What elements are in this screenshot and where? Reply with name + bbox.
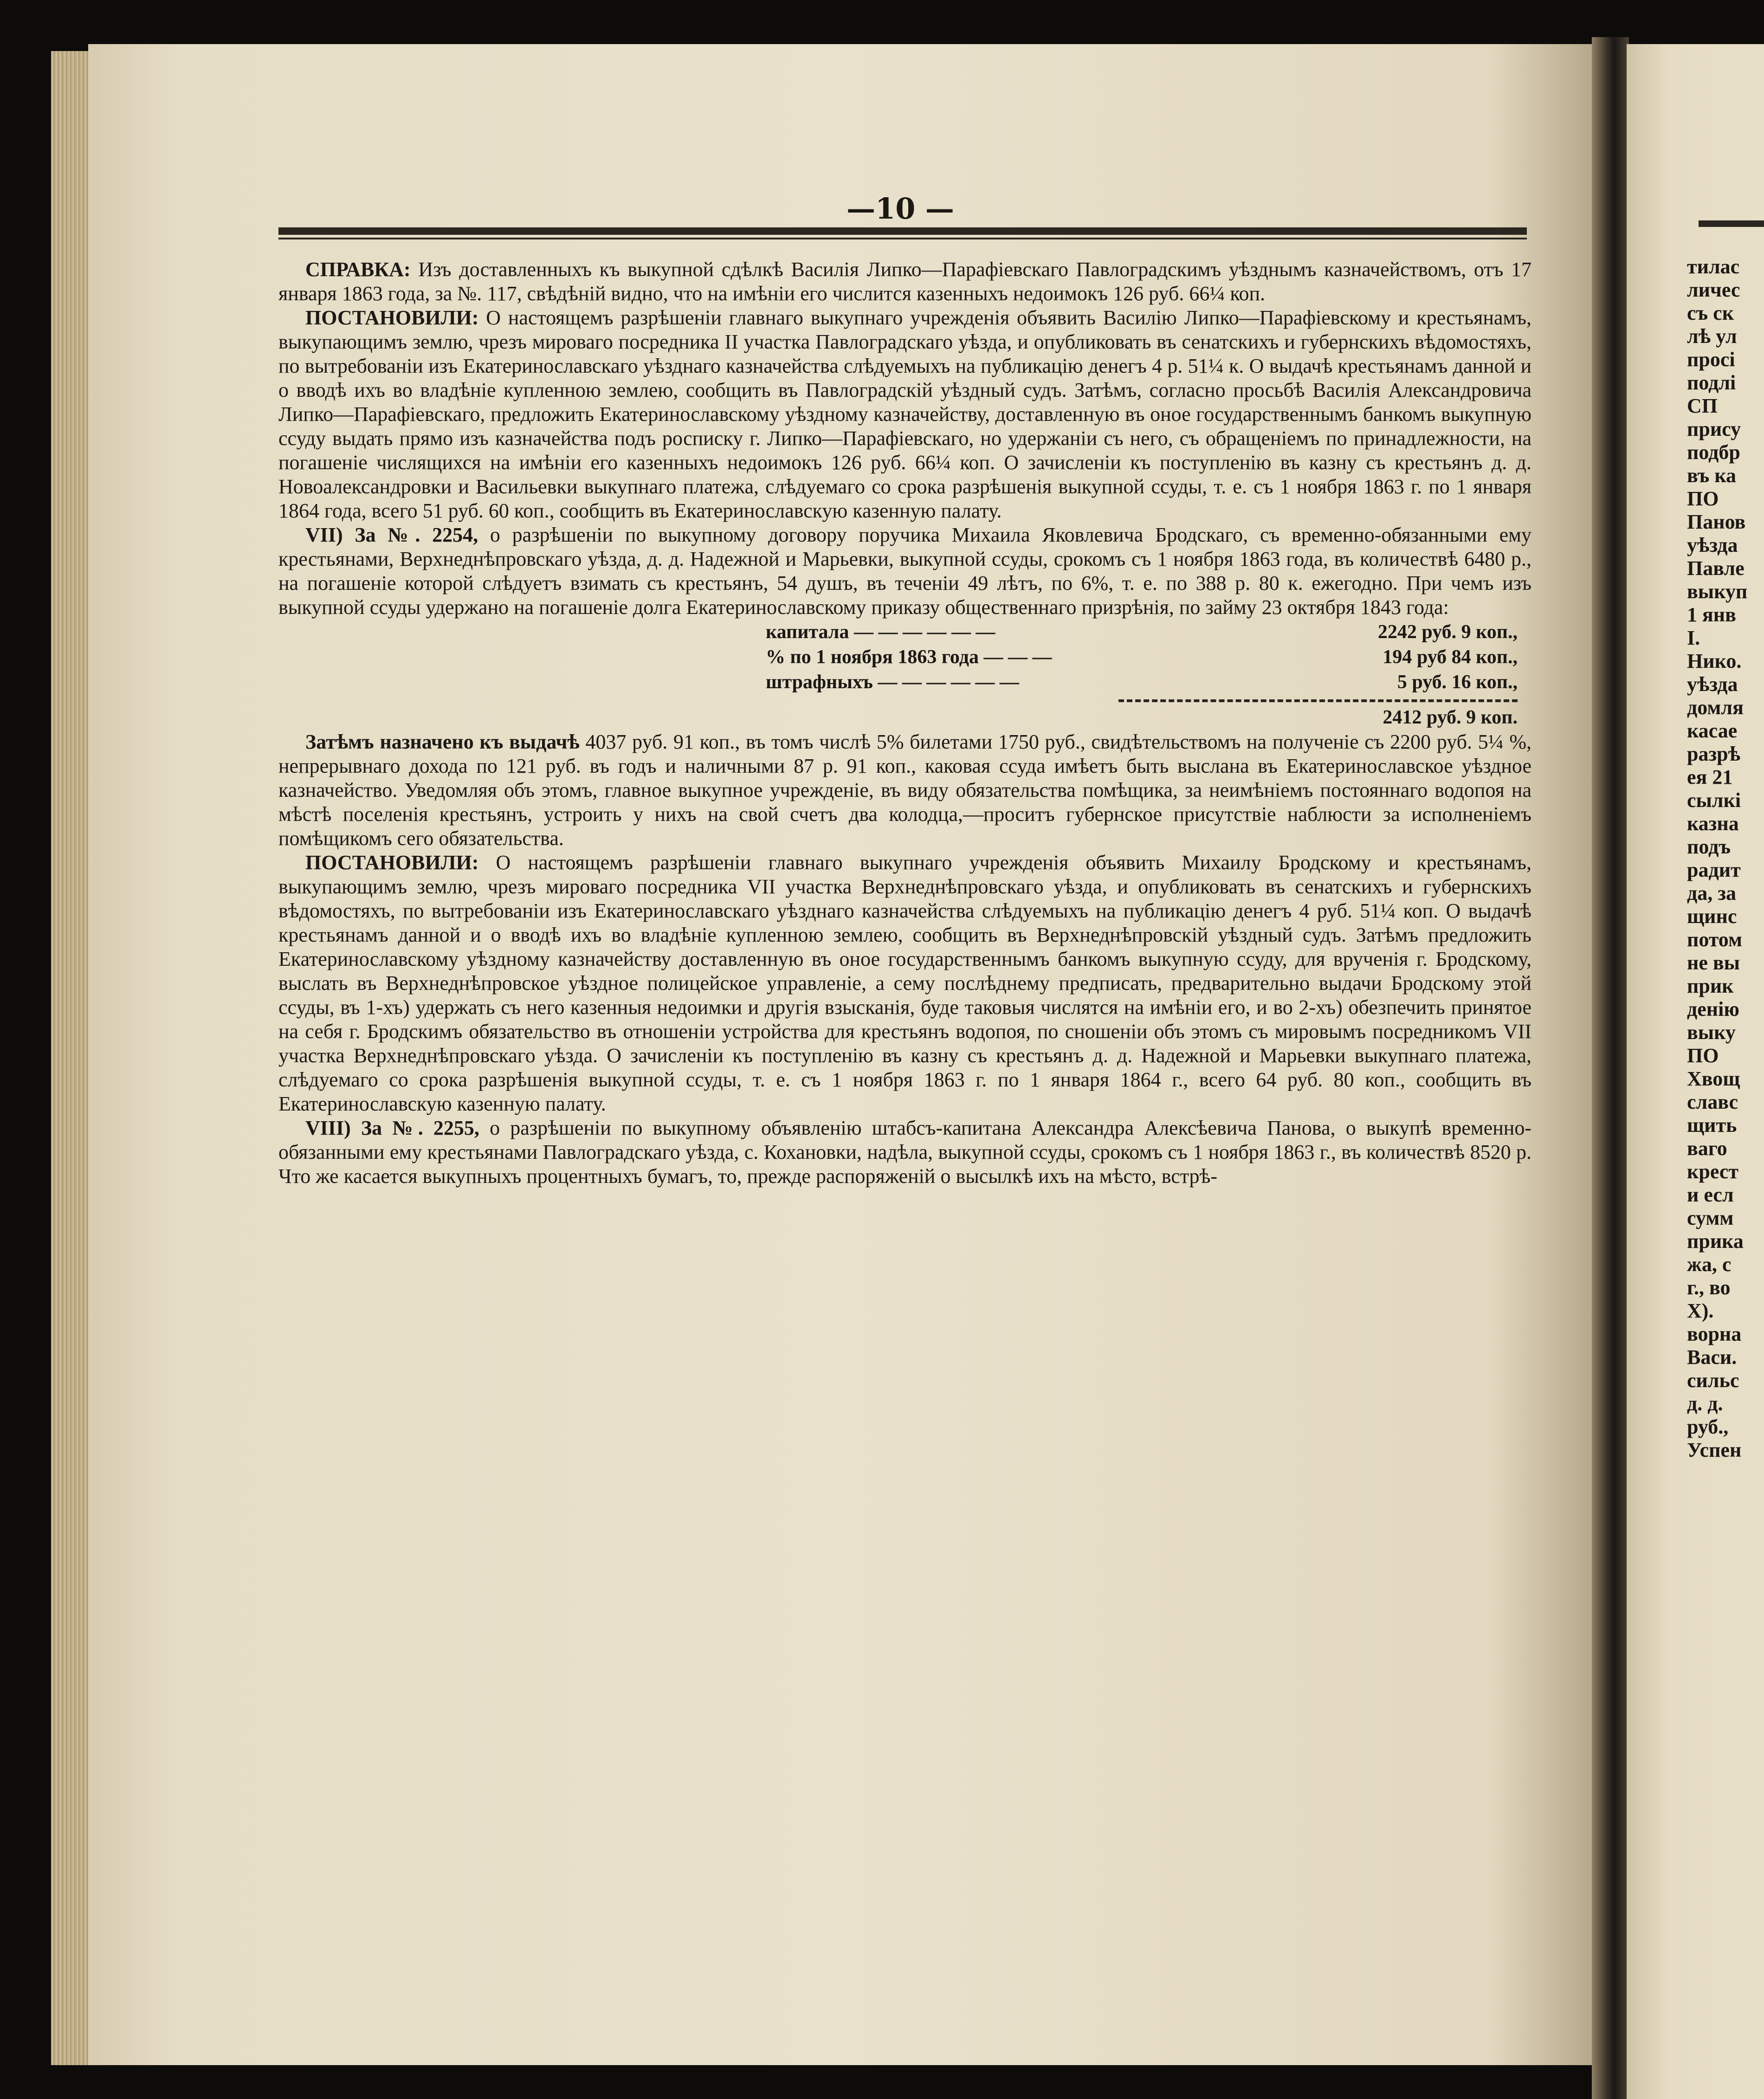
paragraph-text: о разрѣшеніи по выкупному договору поручика Михаила Яковлевича Бродскаго, съ временно-обязанными ему крестьянами, Верхнеднѣпровскаго уѣзда, д. д. Надежной и Марьевки, выкупной ссуды, срокомъ съ 1 ноября 1863 года, въ количествѣ 6480 р., на погашеніе которой слѣдуетъ взимать съ крестьянъ, 54 душъ, въ теченіи 49 лѣтъ, по 6%, т. е. по 388 р. 80 к. ежегодно. При чемъ изъ выкупной ссуды удержано на погашеніе долга Екатеринославскому приказу общественнаго призрѣнія, по займу 23 октября 1843 года: — [278, 523, 1531, 619]
paragraph-postanovili-1 — [278, 306, 1531, 523]
facing-page-line: прик — [1687, 975, 1734, 997]
facing-page-line: Хвощ — [1687, 1067, 1740, 1090]
facing-page-line: сумм — [1687, 1207, 1734, 1229]
paragraph-spravka — [278, 258, 1531, 306]
facing-page-line: подлі — [1687, 371, 1736, 394]
facing-page-line: выку — [1687, 1021, 1736, 1044]
page-stack-edge — [51, 51, 90, 2065]
page-number: —10 — — [846, 192, 954, 226]
facing-page-line: 1 янв — [1687, 603, 1736, 626]
page-body — [278, 258, 1531, 1188]
paragraph-lead: Затѣмъ назначено къ выдачѣ — [305, 730, 580, 753]
paragraph-text: Изъ доставленныхъ къ выкупной сдѣлкѣ Василія Липко—Парафіевскаго Павлоградскимъ уѣзднымъ казначействомъ, отъ 17 января 1863 года, за №. 117, свѣдѣній видно, что на имѣніи его числится казенныхъ недоимокъ 126 руб. 66¼ коп. — [278, 258, 1531, 305]
facing-page-line: денію — [1687, 998, 1739, 1020]
facing-page-line: X). — [1687, 1299, 1714, 1322]
ledger-amount: 2242 руб. 9 коп., — [1377, 621, 1518, 643]
paragraph-text: 4037 руб. 91 коп., въ томъ числѣ 5% билетами 1750 руб., свидѣтельствомъ на полученіе съ 2200 руб. 5¼ %, непрерывнаго дохода по 121 руб. въ годъ и наличными 87 р. 91 коп., каковая ссуда имѣетъ быть выслана въ Екатеринославское уѣздное казначейство. Уведомляя объ этомъ, главное выкупное учрежденіе, въ виду обязательства помѣщика, за неимѣніемъ постояннаго водопоя на мѣстѣ поселенія крестьянъ, устроить у нихъ на свой счетъ два колодца,—проситъ губернское присутствіе наблюсти за исполненіемъ помѣщикомъ сего обязательства. — [278, 730, 1532, 850]
facing-page-line: щить — [1687, 1114, 1737, 1137]
facing-page-line: славс — [1687, 1091, 1738, 1113]
facing-page-line: уѣзда — [1687, 673, 1738, 696]
facing-page-line: д. д. — [1687, 1392, 1723, 1415]
paragraph-lead: ПОСТАНОВИЛИ: — [305, 306, 479, 329]
facing-page-line: уѣзда — [1687, 534, 1738, 556]
facing-page-line: казна — [1687, 812, 1739, 835]
facing-page-line: руб., — [1687, 1415, 1729, 1438]
ledger-label: штрафныхъ — — — — — — — [766, 672, 1019, 693]
paragraph-item-viii — [278, 1116, 1531, 1188]
ledger-sum-rule — [1118, 699, 1518, 702]
paragraph-lead: VII) За №. 2254, — [305, 523, 478, 546]
ledger-row — [766, 645, 1518, 670]
facing-page-line: лѣ ул — [1687, 325, 1737, 348]
paragraph-payout — [278, 730, 1531, 851]
paragraph-text: О настоящемъ разрѣшеніи главнаго выкупнаго учрежденія объявить Михаилу Бродскому и крестьянамъ, выкупающимъ землю, чрезъ мироваго посредника VII участка Верхнеднѣпровскаго уѣзда, и опубликовать въ сенатскихъ и губернскихъ вѣдомостяхъ, по вытребованіи изъ Екатеринославскаго уѣзднаго казначейства слѣдуемыхъ на публикацію денегъ 4 руб. 51¼ коп. О выдачѣ крестьянамъ данной и о вводѣ ихъ во владѣніе купленною землею, сообщить въ Верхнеднѣпровскій уѣздный судъ. Затѣмъ предложить Екатеринославскому уѣздному казначейству доставленную въ оное государственнымъ банкомъ выкупную ссуду, для врученія г. Бродскому, выслать въ Верхнеднѣпровское уѣздное полицейское управленіе, а сему послѣднему предписать, предварительно выдачи Бродскому этой ссуды, въ 1-хъ) удержать съ него казенныя недоимки и другія взысканія, буде таковыя числятся на имѣніи его, и во 2-хъ) обезпечить принятое на себя г. Бродскимъ обязательство въ отношеніи устройства для крестьянъ водопоя, по сношеніи объ этомъ съ мировымъ посредникомъ VII участка Верхнеднѣпровскаго уѣзда. О зачисленіи къ поступленію въ казну съ крестьянъ д. д. Надежной и Марьевки выкупнаго платежа, слѣдуемаго со срока разрѣшенія выкупной ссуды, т. е. съ 1 ноября 1863 г. по 1 января 1864 г., всего 64 руб. 80 коп., сообщить въ Екатеринославскую казенную палату. — [278, 851, 1531, 1115]
facing-page-line: личес — [1687, 278, 1740, 301]
right-page-header-rule — [1699, 220, 1764, 227]
facing-page-line: домля — [1687, 696, 1744, 719]
paragraph-postanovili-2 — [278, 851, 1531, 1116]
facing-page-line: СП — [1687, 394, 1718, 417]
facing-page-line: съ ск — [1687, 302, 1734, 324]
facing-page-line: Васи. — [1687, 1346, 1737, 1369]
facing-page-line: Успен — [1687, 1439, 1742, 1461]
facing-page-line: разрѣ — [1687, 743, 1741, 765]
facing-page-line: подбр — [1687, 441, 1740, 464]
facing-page-line: ПО — [1687, 1044, 1719, 1067]
ledger-label: % по 1 ноября 1863 года — — — — [766, 646, 1052, 668]
right-page-text-fragments — [1687, 255, 1764, 1462]
facing-page-line: сылкі — [1687, 789, 1741, 812]
facing-page-line: да, за — [1687, 882, 1736, 904]
ledger-amount: 194 руб 84 коп., — [1383, 646, 1518, 668]
facing-page-line: просі — [1687, 348, 1735, 371]
ledger-label: капитала — — — — — — — [766, 621, 995, 643]
facing-page-line: радит — [1687, 859, 1741, 881]
facing-page-line: ПО — [1687, 487, 1719, 510]
facing-page-line: Павле — [1687, 557, 1745, 580]
paragraph-lead: СПРАВКА: — [305, 258, 411, 281]
ledger-total: 2412 руб. 9 коп. — [1383, 707, 1518, 728]
facing-page-line: ворна — [1687, 1323, 1742, 1345]
ledger-row — [766, 670, 1518, 695]
facing-page-line: касае — [1687, 719, 1738, 742]
facing-page-line: въ ка — [1687, 464, 1737, 487]
facing-page-line: крест — [1687, 1160, 1739, 1183]
facing-page-line: прика — [1687, 1230, 1744, 1253]
book-gutter — [1592, 37, 1629, 2099]
facing-page-line: тилас — [1687, 255, 1740, 278]
facing-page-line: потом — [1687, 928, 1742, 951]
paragraph-lead: VIII) За №. 2255, — [305, 1117, 479, 1139]
right-page — [1627, 44, 1764, 2099]
facing-page-line: и есл — [1687, 1183, 1734, 1206]
facing-page-line: не вы — [1687, 951, 1740, 974]
paragraph-lead: ПОСТАНОВИЛИ: — [305, 851, 479, 874]
facing-page-line: г., во — [1687, 1276, 1731, 1299]
deduction-ledger — [766, 620, 1518, 730]
header-rule-thin — [278, 238, 1527, 239]
ledger-amount: 5 руб. 16 коп., — [1397, 672, 1518, 693]
facing-page-line: выкуп — [1687, 580, 1748, 603]
paragraph-text: О настоящемъ разрѣшеніи главнаго выкупнаго учрежденія объявить Василію Липко—Парафіевскому и крестьянамъ, выкупающимъ землю, чрезъ мироваго посредника II участка Павлоградскаго уѣзда, и опубликовать въ сенатскихъ и губернскихъ вѣдомостяхъ, по вытребованіи изъ Екатеринославскаго уѣзднаго казначейства слѣдуемыхъ на публикацію денегъ 4 р. 51¼ к. О выдачѣ крестьянамъ данной и о вводѣ ихъ во владѣніе купленною землею, сообщить въ Павлоградскій уѣздный судъ. Затѣмъ, согласно просьбѣ Василія Александровича Липко—Парафіевскаго, предложить Екатеринославскому уѣздному казначейству, доставленную въ оное государственнымъ банкомъ выкупную ссуду выдать прямо изъ казначейства подъ росписку г. Липко—Парафіевскаго, но удержаніи съ него, съ обращеніемъ по принадлежности, на погашеніе числящихся на имѣніи его казенныхъ недоимокъ 126 руб. 66¼ коп. О зачисленіи къ поступленію въ казну съ крестьянъ д. д. Новоалександровки и Васильевки выкупнаго платежа, слѣдуемаго со срока разрѣшенія выкупной ссуды, т. е. съ 1 ноября 1863 г. по 1 января 1864 года, всего 51 руб. 60 коп., сообщить въ Екатеринославскую казенную палату. — [278, 306, 1531, 522]
ledger-row — [766, 620, 1518, 645]
facing-page-line: жа, с — [1687, 1253, 1732, 1276]
facing-page-line: щинс — [1687, 905, 1737, 928]
facing-page-line: сильс — [1687, 1369, 1739, 1392]
facing-page-line: Панов — [1687, 510, 1746, 533]
facing-page-line: I. — [1687, 626, 1700, 649]
paragraph-item-vii — [278, 523, 1531, 620]
facing-page-line: подъ — [1687, 835, 1731, 858]
paragraph-text: о разрѣшеніи по выкупному объявленію штабсъ-капитана Александра Алексѣевича Панова, о выкупѣ временно-обязанными ему крестьянами Павлоградскаго уѣзда, с. Кохановки, надѣла, выкупной ссуды, срокомъ съ 1 ноября 1863 г., въ количествѣ 8520 р. Что же касается выкупныхъ процентныхъ бумагъ, то, прежде распоряженій о высылкѣ ихъ на мѣсто, встрѣ- — [278, 1117, 1531, 1188]
facing-page-line: ваго — [1687, 1137, 1727, 1160]
facing-page-line: Нико. — [1687, 650, 1742, 672]
facing-page-line: ея 21 — [1687, 766, 1733, 788]
facing-page-line: прису — [1687, 418, 1741, 440]
header-rule-thick — [278, 227, 1527, 235]
